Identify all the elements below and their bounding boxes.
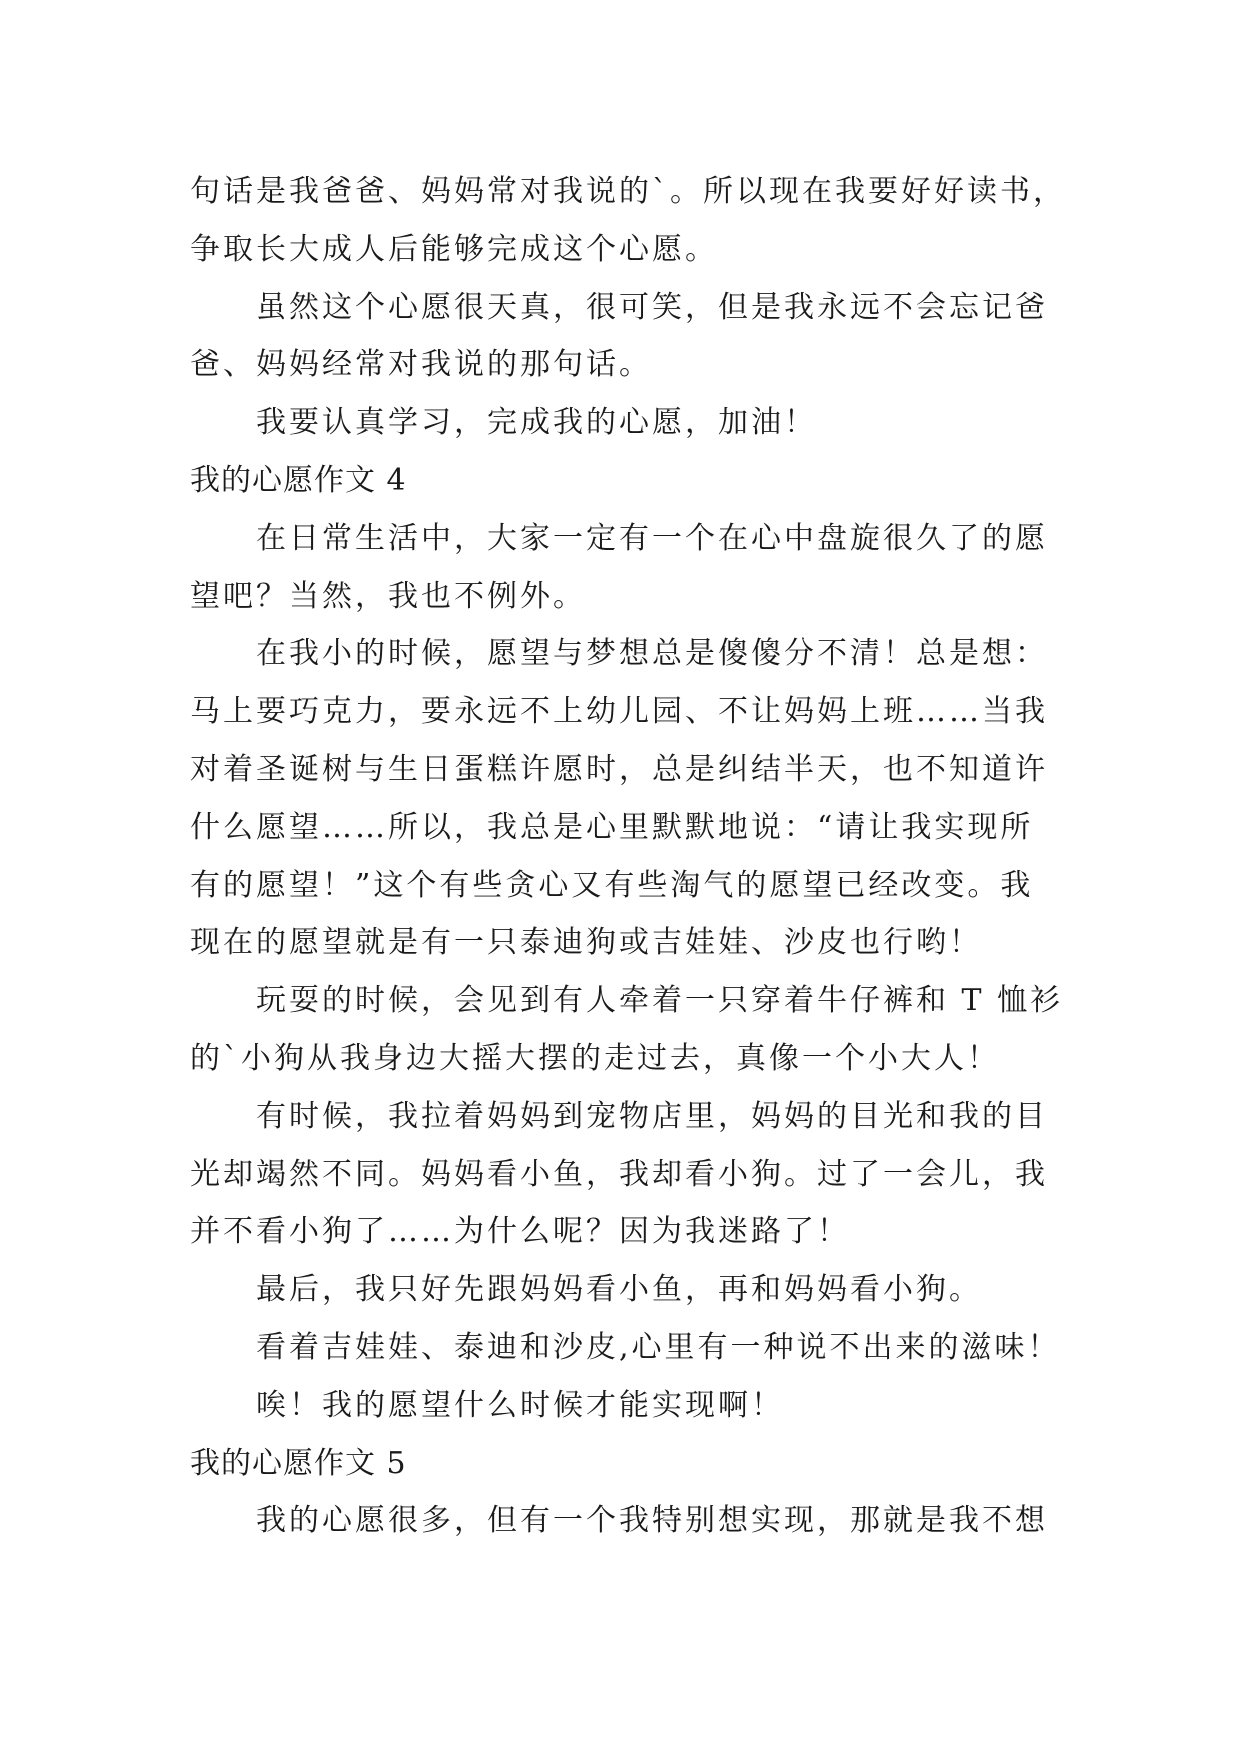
text-line: 在我小的时候，愿望与梦想总是傻傻分不清！总是想： xyxy=(256,636,1048,672)
text-line: 现在的愿望就是有一只泰迪狗或吉娃娃、沙皮也行哟！ xyxy=(190,925,982,961)
text-line: 争取长大成人后能够完成这个心愿。 xyxy=(190,231,718,267)
text-line: 句话是我爸爸、妈妈常对我说的`。所以现在我要好好读书， xyxy=(190,174,1066,209)
text-line: 望吧？当然，我也不例外。 xyxy=(190,578,586,614)
section-heading: 我的心愿作文 4 xyxy=(190,462,407,498)
text-line: 最后，我只好先跟妈妈看小鱼，再和妈妈看小狗。 xyxy=(256,1272,982,1308)
text-line: 虽然这个心愿很天真，很可笑，但是我永远不会忘记爸 xyxy=(256,289,1048,325)
text-line: 并不看小狗了……为什么呢？因为我迷路了！ xyxy=(190,1214,850,1250)
text-line: 的`小狗从我身边大摇大摆的走过去，真像一个小大人！ xyxy=(190,1040,1000,1076)
text-line: 有时候，我拉着妈妈到宠物店里，妈妈的目光和我的目 xyxy=(256,1098,1048,1134)
text-line: 光却竭然不同。妈妈看小鱼，我却看小狗。过了一会儿，我 xyxy=(190,1156,1048,1192)
text-line: 在日常生活中，大家一定有一个在心中盘旋很久了的愿 xyxy=(256,520,1048,556)
text-line: 什么愿望……所以，我总是心里默默地说：“请让我实现所 xyxy=(190,809,1034,845)
text-line: 马上要巧克力，要永远不上幼儿园、不让妈妈上班……当我 xyxy=(190,694,1048,730)
text-line: 爸、妈妈经常对我说的那句话。 xyxy=(190,347,652,383)
text-line: 看着吉娃娃、泰迪和沙皮,心里有一种说不出来的滋味！ xyxy=(256,1329,1061,1365)
text-line: 唉！我的愿望什么时候才能实现啊！ xyxy=(256,1387,784,1423)
document-body xyxy=(190,163,1070,1550)
text-line: 玩耍的时候，会见到有人牵着一只穿着牛仔裤和 T 恤衫 xyxy=(256,983,1064,1019)
text-line: 对着圣诞树与生日蛋糕许愿时，总是纠结半天，也不知道许 xyxy=(190,751,1048,787)
text-line: 我的心愿很多，但有一个我特别想实现，那就是我不想 xyxy=(256,1503,1048,1539)
section-heading: 我的心愿作文 5 xyxy=(190,1445,407,1481)
text-line: 有的愿望！”这个有些贪心又有些淘气的愿望已经改变。我 xyxy=(190,867,1034,903)
text-line: 我要认真学习，完成我的心愿，加油！ xyxy=(256,405,817,441)
